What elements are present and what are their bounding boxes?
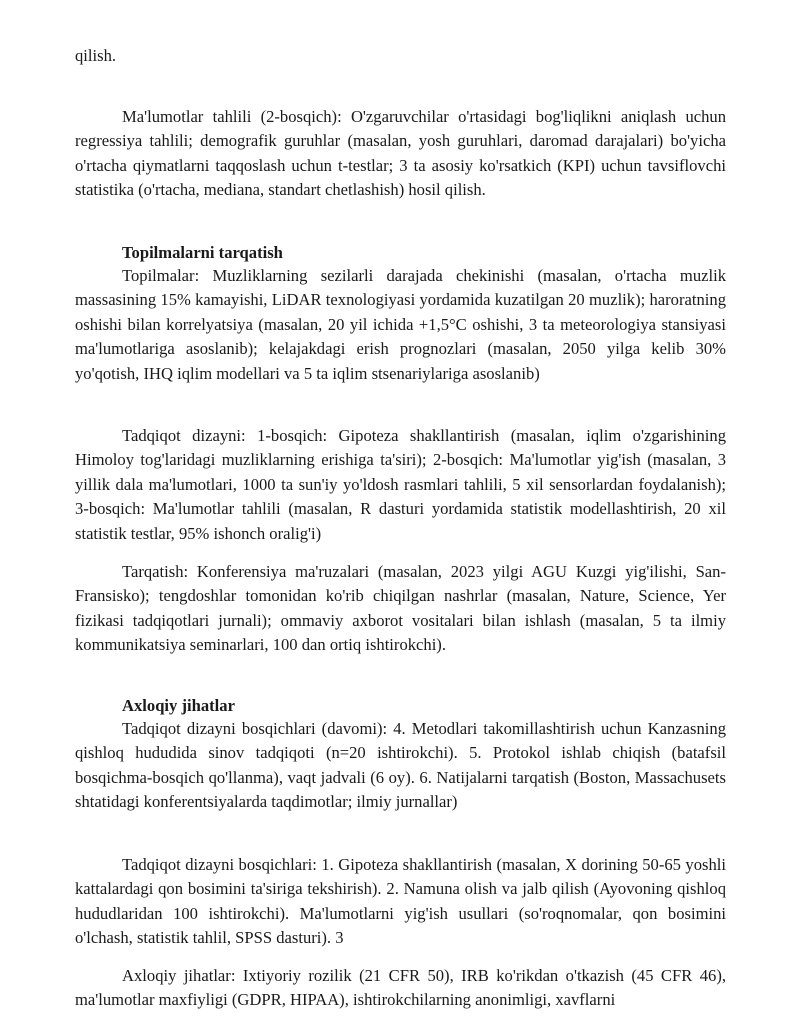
document-page	[75, 0, 726, 1035]
design-stages-paragraph: Tadqiqot dizayni bosqichlari: 1. Gipoteza shakllantirish (masalan, X dorining 50-65 yoshli kattalardagi qon bosimini ta'siriga tekshirish). 2. Namuna olish va jalb qilish (Ayovoning qishloq hududlaridan 100 ishtirokchi). Ma'lumotlarni yig'ish usullari (so'roqnomalar, qon bosimini o'lchash, statistik tahlil, SPSS dasturi). 3	[75, 855, 726, 948]
dissemination-heading: Topilmalarni tarqatish	[122, 243, 283, 262]
distribution-paragraph: Tarqatish: Konferensiya ma'ruzalari (masalan, 2023 yilgi AGU Kuzgi yig'ilishi, San-Fransisko); tengdoshlar tomonidan ko'rib chiqilgan nashrlar (masalan, Nature, Science, Yer fizikasi tadqiqotlari jurnali); ommaviy axborot vositalari bilan ishlash (masalan, 5 ta ilmiy kommunikatsiya seminarlari, 100 dan ortiq ishtirokchi).	[75, 562, 726, 655]
ethics-paragraph: Axloqiy jihatlar: Ixtiyoriy rozilik (21 CFR 50), IRB ko'rikdan o'tkazish (45 CFR 46), ma'lumotlar maxfiyligi (GDPR, HIPAA), ishtirokchilarning anonimligi, xavflarni	[75, 966, 726, 1010]
ethics-heading: Axloqiy jihatlar	[122, 696, 235, 715]
data-analysis-paragraph: Ma'lumotlar tahlili (2-bosqich): O'zgaruvchilar o'rtasidagi bog'liqlikni aniqlash uchun regressiya tahlili; demografik guruhlar (masalan, yosh guruhlari, daromad darajalari) bo'yicha o'rtacha qiymatlarni taqqoslash uchun t-testlar; 3 ta asosiy ko'rsatkich (KPI) uchun tavsiflovchi statistika (o'rtacha, mediana, standart chetlashish) hosil qilish.	[75, 107, 726, 200]
design-stages-continued-paragraph: Tadqiqot dizayni bosqichlari (davomi): 4. Metodlari takomillashtirish uchun Kanzasning qishloq hududida sinov tadqiqoti (n=20 ishtirokchi). 5. Protokol ishlab chiqish (batafsil bosqichma-bosqich qo'llanma), vaqt jadvali (6 oy). 6. Natijalarni tarqatish (Boston, Massachusets shtatidagi konferentsiyalarda taqdimotlar; ilmiy jurnallar)	[75, 719, 726, 812]
research-design-paragraph: Tadqiqot dizayni: 1-bosqich: Gipoteza shakllantirish (masalan, iqlim o'zgarishining Himoloy tog'laridagi muzliklarning erishiga ta'siri); 2-bosqich: Ma'lumotlar yig'ish (masalan, 3 yillik dala ma'lumotlari, 1000 ta sun'iy yo'ldosh rasmlari tahlili, 5 xil sensorlardan foydalanish); 3-bosqich: Ma'lumotlar tahlili (masalan, R dasturi yordamida statistik modellashtirish, 20 xil statistik testlar, 95% ishonch oralig'i)	[75, 426, 726, 543]
findings-paragraph: Topilmalar: Muzliklarning sezilarli darajada chekinishi (masalan, o'rtacha muzlik massasining 15% kamayishi, LiDAR texnologiyasi yordamida kuzatilgan 20 muzlik); haroratning oshishi bilan korrelyatsiya (masalan, 20 yil ichida +1,5°C oshishi, 3 ta meteorologiya stansiyasi ma'lumotlariga asoslanib); kelajakdagi erish prognozlari (masalan, 2050 yilga kelib 30% yo'qotish, IHQ iqlim modellari va 5 ta iqlim stsenariylariga asoslanib)	[75, 266, 726, 383]
continuation-paragraph: qilish.	[75, 46, 117, 65]
